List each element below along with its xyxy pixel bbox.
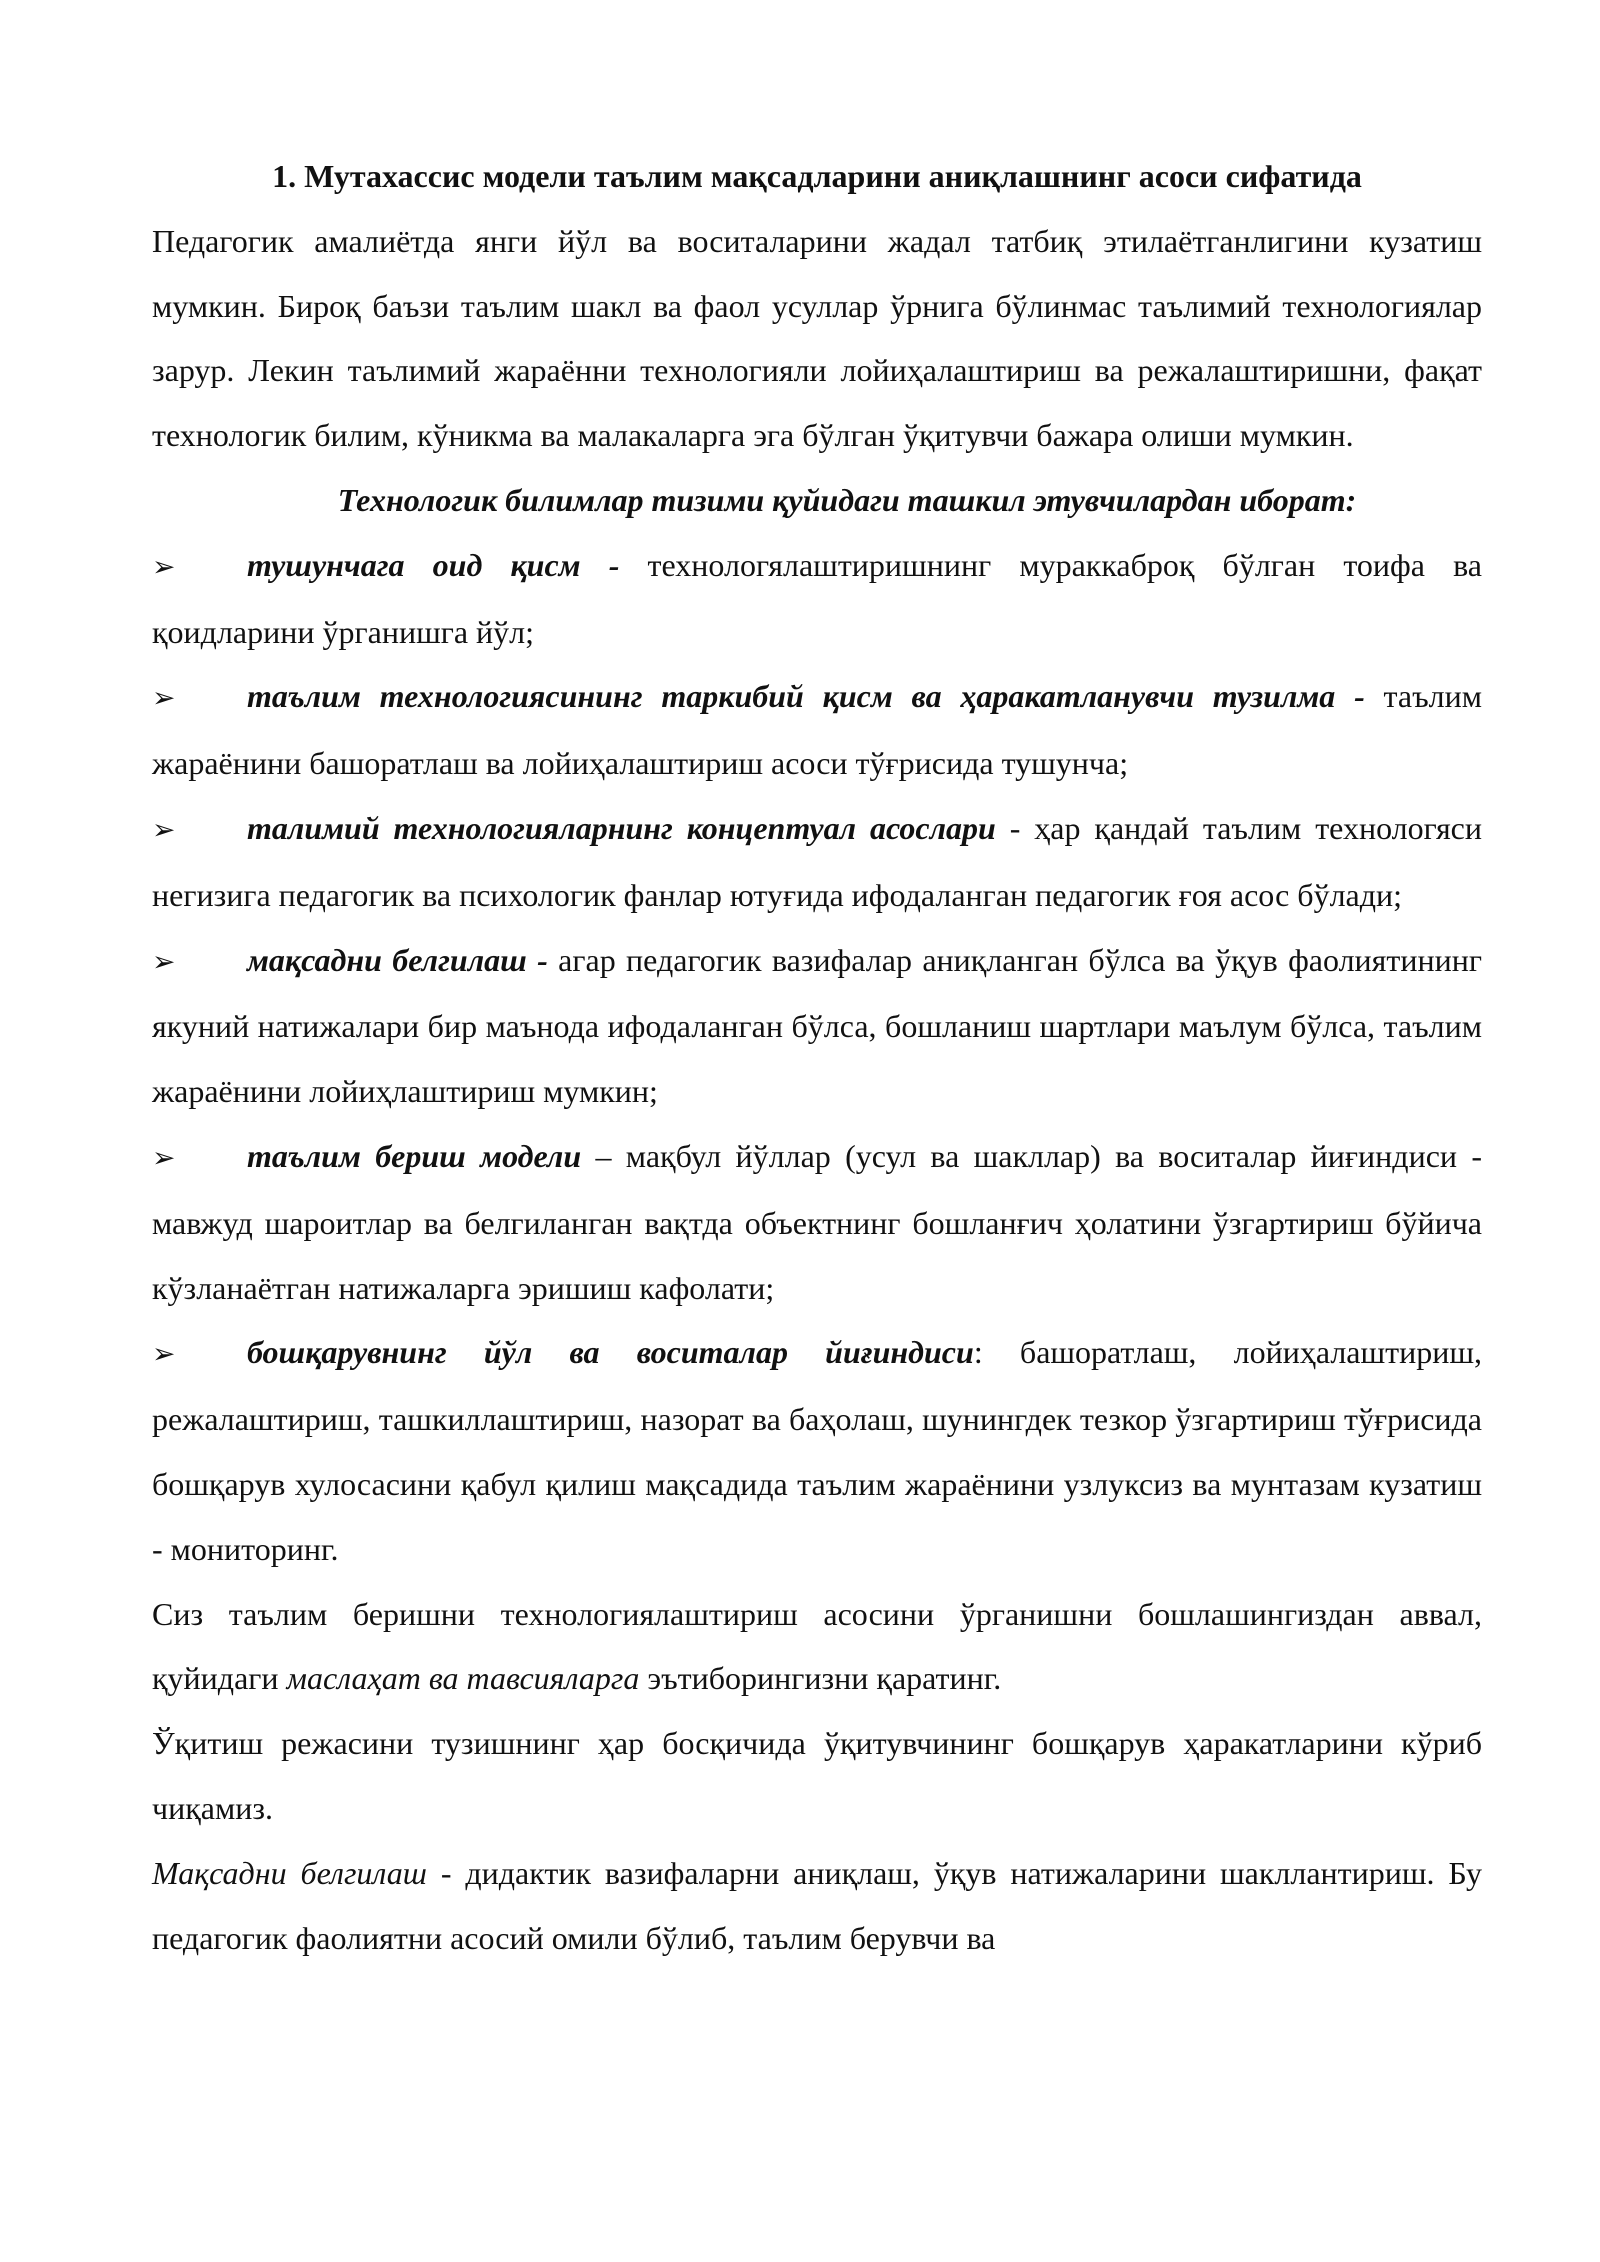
bullet-item bbox=[152, 533, 1482, 665]
advice-text-end: эътиборингизни қаратинг. bbox=[639, 1660, 1002, 1697]
arrowhead-bullet-icon: ➢ bbox=[152, 549, 176, 583]
subheading: Технологик билимлар тизими қуйидаги ташкил этувчилардан иборат: bbox=[337, 481, 1357, 518]
bullet-text: – мақбул йўллар (усул ва шакллар) ва воситалар йиғиндиси - мавжуд шароитлар ва белгиланган вақтда объектнинг бошланғич ҳолатини ўзгартириш бўйича кўзланаётган натижаларга эришиш кафолати; bbox=[152, 1137, 1483, 1306]
arrowhead-bullet-icon: ➢ bbox=[152, 812, 176, 846]
bullet-term: таълим технологиясининг таркибий қисм ва ҳаракатланувчи тузилма - bbox=[247, 678, 1365, 715]
bullet-term: бошқарувнинг йўл ва воситалар йиғиндиси bbox=[247, 1334, 974, 1371]
bullet-text: - ҳар қандай таълим технологяси негизига педагогик ва психологик фанлар ютуғида ифодаланган педагогик ғоя асос бўлади; bbox=[152, 809, 1483, 913]
bullet-text: агар педагогик вазифалар аниқланган бўлса ва ўқув фаолиятининг якуний натижалари бир маънода ифодаланган бўлса, бошланиш шартлари маълум бўлса, таълим жараёнини лойиҳлаштириш мумкин; bbox=[152, 941, 1483, 1110]
bullet-term: талимий технологияларнинг концептуал асослари bbox=[247, 809, 996, 846]
bullet-text: таълим жараёнини башоратлаш ва лойиҳалаштириш асоси тўғрисида тушунча; bbox=[152, 678, 1483, 782]
arrowhead-bullet-icon: ➢ bbox=[152, 1337, 176, 1371]
goal-setting-paragraph bbox=[152, 1841, 1482, 1971]
bullet-term: мақсадни белгилаш - bbox=[247, 941, 548, 978]
advice-paragraph bbox=[152, 1582, 1482, 1712]
section-title: 1. Мутахассис модели таълим мақсадларини аниқлашнинг асоси сифатида bbox=[272, 158, 1362, 194]
bullet-item bbox=[152, 664, 1482, 796]
bullet-item bbox=[152, 1320, 1482, 1581]
arrowhead-bullet-icon: ➢ bbox=[152, 944, 176, 978]
goal-setting-text: - дидактик вазифаларни аниқлаш, ўқув натижаларини шакллантириш. Бу педагогик фаолиятни асосий омили бўлиб, таълим берувчи ва bbox=[152, 1854, 1483, 1956]
bullet-term: тушунчага оид қисм - bbox=[247, 546, 620, 583]
steps-paragraph: Ўқитиш режасини тузишнинг ҳар босқичида ўқитувчининг бошқарув ҳаракатларини кўриб чиқамиз. bbox=[152, 1725, 1482, 1826]
arrowhead-bullet-icon: ➢ bbox=[152, 681, 176, 715]
bullet-text: : башоратлаш, лойиҳалаштириш, режалаштириш, ташкиллаштириш, назорат ва баҳолаш, шунингдек тезкор ўзгартириш тўғрисида бошқарув хулосасини қабул қилиш мақсадида таълим жараёнини узлуксиз ва мунтазам кузатиш - мониторинг. bbox=[152, 1334, 1483, 1567]
bullet-term: таълим бериш модели bbox=[247, 1137, 582, 1174]
advice-italic: маслаҳат ва тавсияларга bbox=[286, 1660, 640, 1697]
goal-setting-term: Мақсадни белгилаш bbox=[152, 1854, 427, 1891]
document-body bbox=[152, 144, 1482, 1970]
bullet-item bbox=[152, 1124, 1482, 1320]
arrowhead-bullet-icon: ➢ bbox=[152, 1140, 176, 1174]
advice-text-start: Сиз таълим беришни технологиялаштириш асосини ўрганишни бошлашингиздан аввал, қуйидаги bbox=[152, 1595, 1482, 1697]
bullet-item bbox=[152, 928, 1482, 1124]
bullet-item bbox=[152, 796, 1482, 928]
intro-paragraph: Педагогик амалиётда янги йўл ва воситаларини жадал татбиқ этилаётганлигини кузатиш мумкин. Бироқ баъзи таълим шакл ва фаол усуллар ўрнига бўлинмас таълимий технологиялар зарур. Лекин таълимий жараённи технологияли лойиҳалаштириш ва режалаштиришни, фақат технологик билим, кўникма ва малакаларга эга бўлган ўқитувчи бажара олиши мумкин. bbox=[152, 222, 1482, 454]
bullet-text: технологялаштиришнинг мураккаброқ бўлган тоифа ва қоидларини ўрганишга йўл; bbox=[152, 546, 1483, 650]
